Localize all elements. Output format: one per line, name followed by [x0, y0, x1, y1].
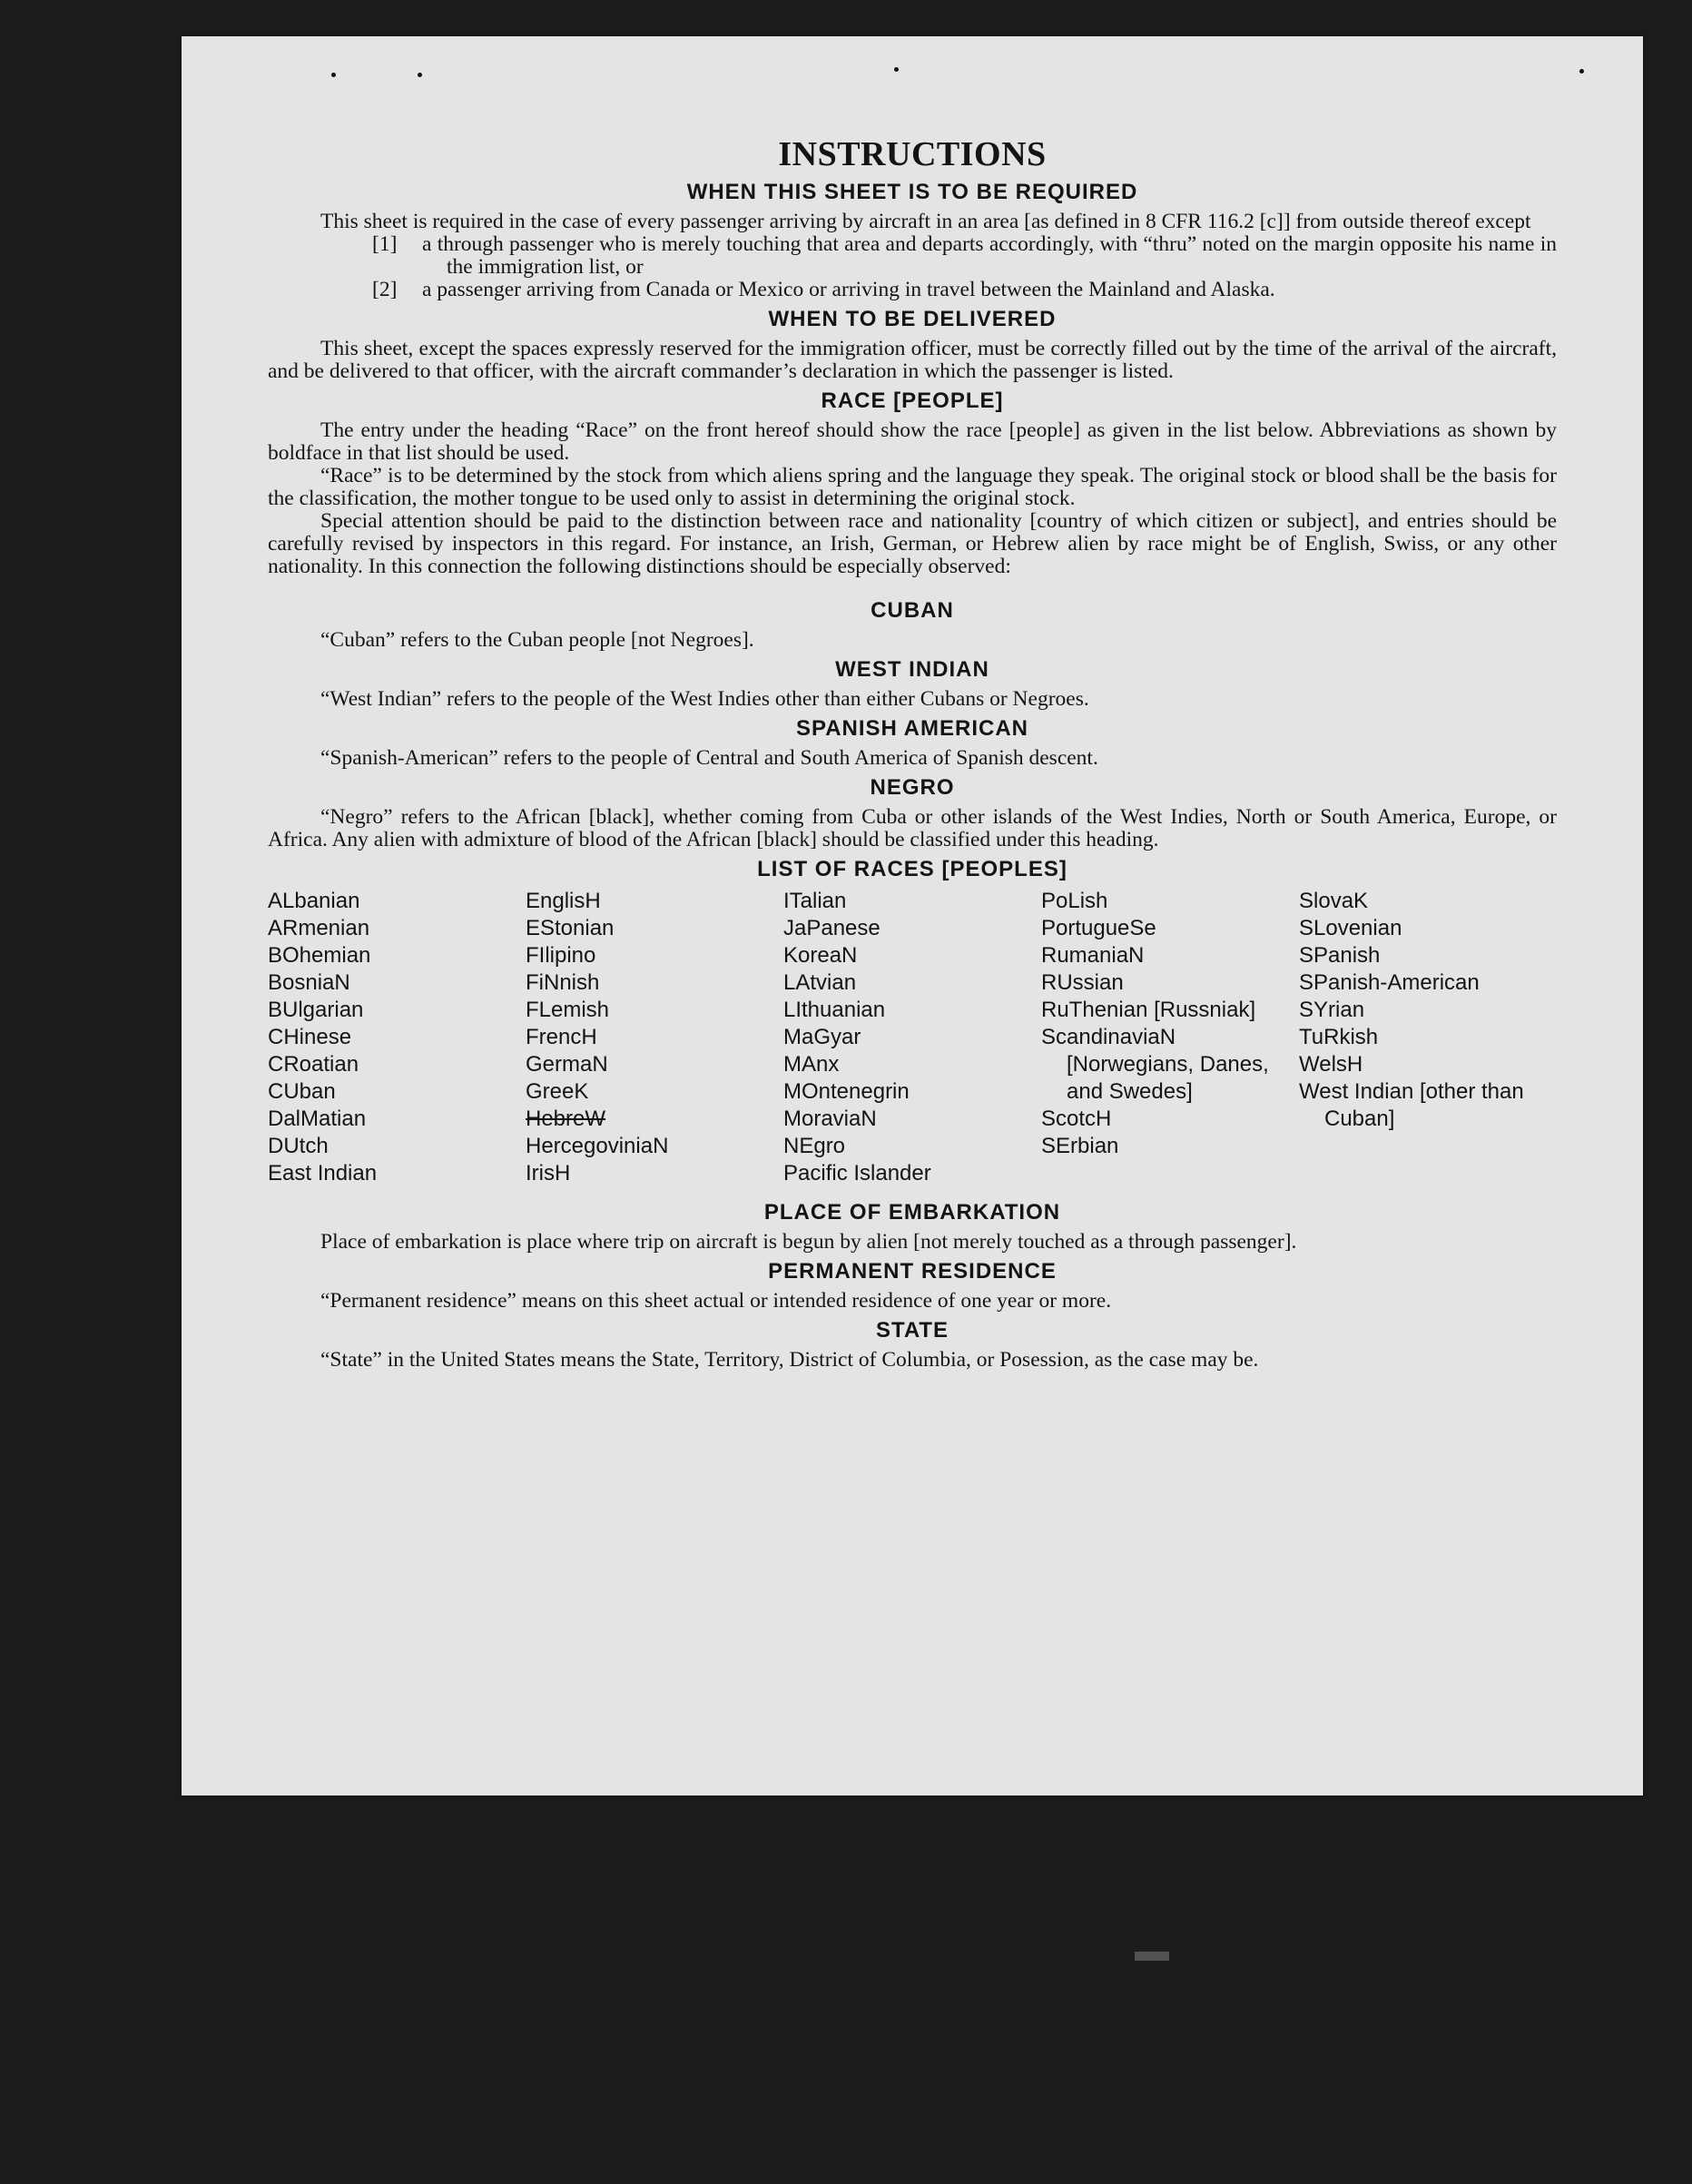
item-number: [2]	[372, 278, 398, 301]
race-entry: CHinese	[268, 1025, 352, 1049]
negro-text: “Negro” refers to the African [black], whether coming from Cuba or other islands of the West Indies, North or South America, Europe, or Africa. Any alien with admixture of blood of the African [black] should be classified under this heading.	[268, 805, 1557, 851]
heading-race: RACE [PEOPLE]	[821, 389, 1004, 413]
heading-west-indian: WEST INDIAN	[835, 657, 989, 682]
races-column-2	[526, 888, 783, 1187]
race-entry: GermaN	[526, 1052, 608, 1077]
race-entry: SPanish	[1299, 943, 1381, 968]
scan-speck	[1579, 69, 1584, 74]
race-entry: SlovaK	[1299, 889, 1369, 913]
race-entry: ALbanian	[268, 889, 360, 913]
residence-text: “Permanent residence” means on this sheet actual or intended residence of one year or more.	[320, 1289, 1112, 1313]
race-entry: PoLish	[1041, 889, 1108, 913]
race-entry: HercegoviniaN	[526, 1134, 669, 1158]
race-entry: MOntenegrin	[783, 1079, 910, 1104]
race-entry: DalMatian	[268, 1107, 367, 1131]
race-entry: MAnx	[783, 1052, 840, 1077]
race-entry: SYrian	[1299, 998, 1365, 1022]
race-entry: SLovenian	[1299, 916, 1402, 940]
heading-when-required: WHEN THIS SHEET IS TO BE REQUIRED	[686, 180, 1138, 204]
race-entry: DUtch	[268, 1134, 329, 1158]
race-entry: NEgro	[783, 1134, 846, 1158]
race-entry: TuRkish	[1299, 1025, 1379, 1049]
race-entry: BOhemian	[268, 943, 371, 968]
page-title: INSTRUCTIONS	[778, 135, 1047, 173]
race-paragraph-1: The entry under the heading “Race” on the front hereof should show the race [people] as given in the list below. Abbreviations as shown by boldface in that list should be used.	[268, 418, 1557, 465]
heading-spanish-american: SPANISH AMERICAN	[795, 716, 1028, 741]
race-entry: West Indian [other than Cuban]	[1299, 1079, 1524, 1131]
heading-state: STATE	[875, 1318, 949, 1343]
race-entry: RumaniaN	[1041, 943, 1145, 968]
heading-list-of-races: LIST OF RACES [PEOPLES]	[757, 857, 1067, 881]
item-text: a passenger arriving from Canada or Mexico or arriving in travel between the Mainland and Alaska.	[422, 278, 1275, 301]
race-entry: KoreaN	[783, 943, 858, 968]
document-page	[182, 36, 1643, 1795]
film-frame-mark	[1135, 1952, 1169, 1961]
document-content	[268, 134, 1557, 1372]
race-entry: EnglisH	[526, 889, 601, 913]
required-item-2	[372, 279, 1557, 301]
race-entry: MoraviaN	[783, 1107, 877, 1131]
heading-when-delivered: WHEN TO BE DELIVERED	[768, 307, 1057, 331]
race-entry: FLemish	[526, 998, 610, 1022]
delivered-text: This sheet, except the spaces expressly reserved for the immigration officer, must be correctly filled out by the time of the arrival of the aircraft, and be delivered to that officer, with the aircraft commander’s declaration in which the passenger is listed.	[268, 337, 1557, 383]
heading-negro: NEGRO	[870, 775, 955, 800]
race-entry: IrisH	[526, 1161, 571, 1185]
race-entry: JaPanese	[783, 916, 880, 940]
race-entry: CUban	[268, 1079, 336, 1104]
race-entry: RuThenian [Russniak]	[1041, 998, 1256, 1022]
race-entry: GreeK	[526, 1079, 589, 1104]
heading-place-of-embarkation: PLACE OF EMBARKATION	[763, 1200, 1061, 1225]
race-entry: EStonian	[526, 916, 615, 940]
race-entry: MaGyar	[783, 1025, 861, 1049]
spanish-american-text: “Spanish-American” refers to the people of Central and South America of Spanish descent.	[320, 746, 1098, 770]
item-text: a through passenger who is merely touching that area and departs accordingly, with “thru” noted on the margin opposite his name in the immigration list, or	[422, 232, 1557, 279]
races-column-3	[783, 888, 1041, 1187]
race-paragraph-3: Special attention should be paid to the distinction between race and nationality [country of which citizen or subject], and entries should be carefully revised by inspectors in this regard. For instance, an Irish, German, or Hebrew alien by race might be of English, Swiss, or any other nationality. In this connection the following distinctions should be especially observed:	[268, 509, 1557, 578]
races-column-4	[1041, 888, 1299, 1187]
races-column-1	[268, 888, 526, 1187]
heading-cuban: CUBAN	[871, 598, 954, 623]
race-entry: East Indian	[268, 1161, 378, 1185]
races-column-5	[1299, 888, 1557, 1187]
race-entry: LIthuanian	[783, 998, 886, 1022]
race-entry: FIlipino	[526, 943, 596, 968]
race-paragraph-2: “Race” is to be determined by the stock from which aliens spring and the language they speak. The original stock or blood shall be the basis for the classification, the mother tongue to be used only to assist in determining the original stock.	[268, 464, 1557, 510]
scan-speck	[418, 73, 422, 77]
race-entry: Pacific Islander	[783, 1161, 931, 1185]
race-entry: ScotcH	[1041, 1107, 1112, 1131]
scan-speck	[894, 67, 899, 72]
cuban-text: “Cuban” refers to the Cuban people [not Negroes].	[320, 628, 754, 652]
item-number: [1]	[372, 232, 398, 256]
race-entry-struck: HebreW	[526, 1107, 606, 1131]
race-entry: BUlgarian	[268, 998, 364, 1022]
race-entry: RUssian	[1041, 970, 1124, 995]
race-entry: PortugueSe	[1041, 916, 1156, 940]
scan-speck	[331, 73, 336, 77]
required-item-1	[372, 233, 1557, 279]
state-text: “State” in the United States means the State, Territory, District of Columbia, or Posession, as the case may be.	[320, 1348, 1259, 1372]
west-indian-text: “West Indian” refers to the people of the West Indies other than either Cubans or Negroes.	[320, 687, 1089, 711]
race-entry: SErbian	[1041, 1134, 1119, 1158]
heading-permanent-residence: PERMANENT RESIDENCE	[768, 1259, 1057, 1284]
race-entry: ScandinaviaN [Norwegians, Danes, and Swedes]	[1041, 1025, 1269, 1104]
required-intro: This sheet is required in the case of every passenger arriving by aircraft in an area [as defined in 8 CFR 116.2 [c]] from outside thereof except	[320, 210, 1531, 233]
races-list	[268, 888, 1557, 1187]
race-entry: FrencH	[526, 1025, 597, 1049]
race-entry: ARmenian	[268, 916, 370, 940]
race-entry: SPanish-American	[1299, 970, 1480, 995]
embarkation-text: Place of embarkation is place where trip on aircraft is begun by alien [not merely touched as a through passenger].	[320, 1230, 1297, 1254]
race-entry: WelsH	[1299, 1052, 1363, 1077]
race-entry: ITalian	[783, 889, 847, 913]
race-entry: CRoatian	[268, 1052, 359, 1077]
race-entry: FiNnish	[526, 970, 600, 995]
race-entry: BosniaN	[268, 970, 350, 995]
race-entry: LAtvian	[783, 970, 857, 995]
